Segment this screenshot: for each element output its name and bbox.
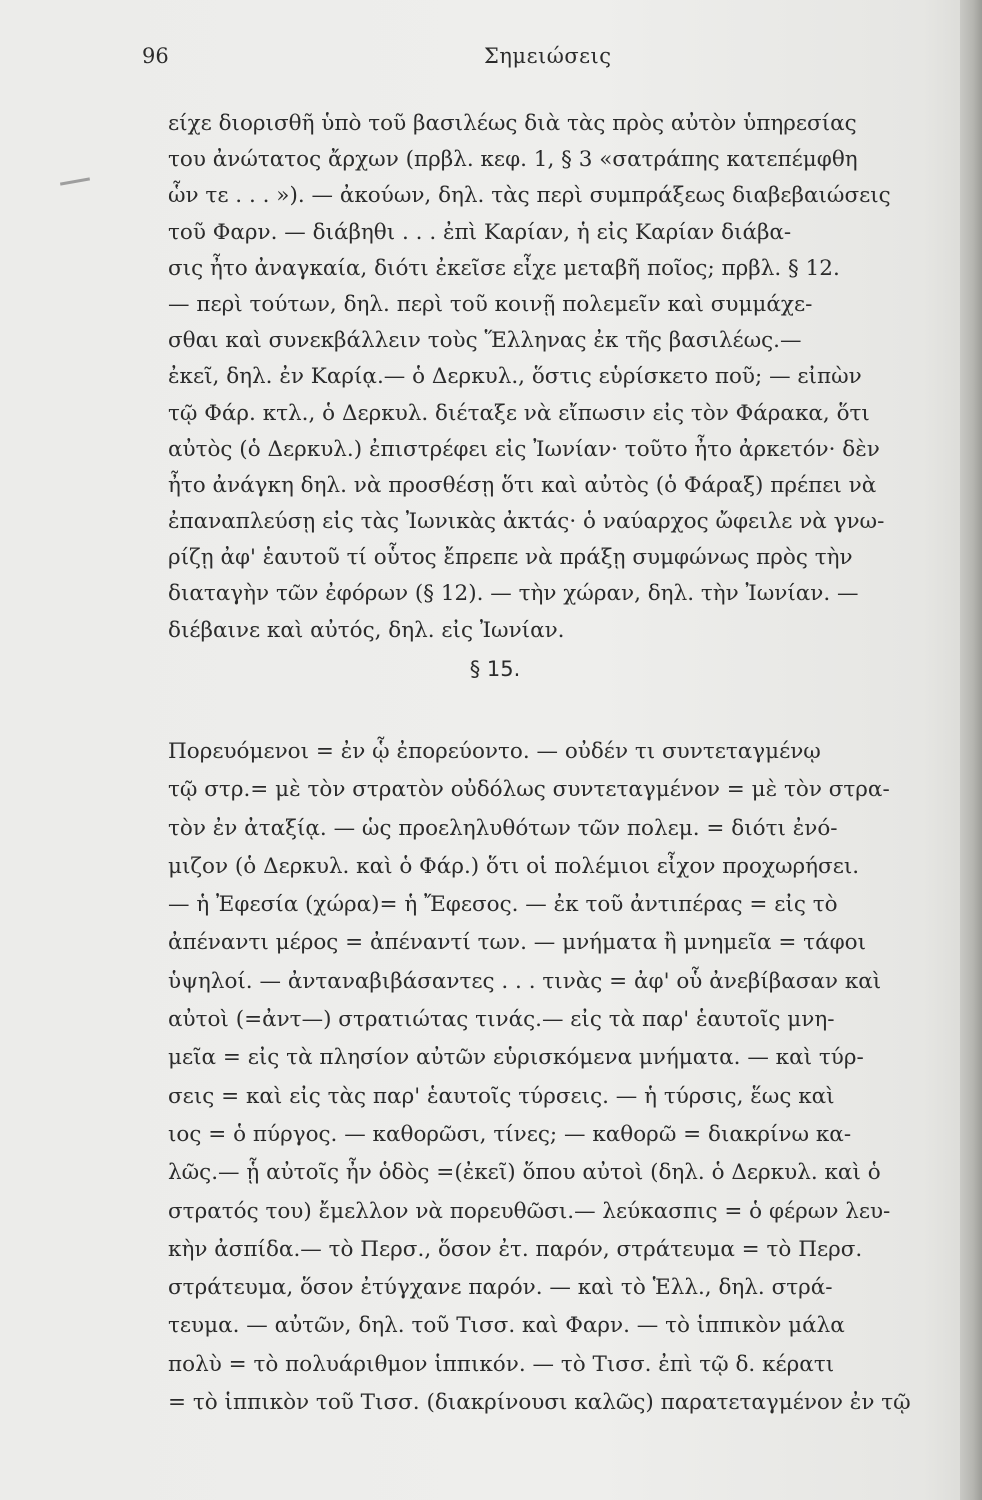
running-title: Σημειώσεις	[484, 44, 612, 68]
notes-paragraph-2	[168, 733, 958, 1422]
text-line: ἀπέναντι μέρος = ἀπέναντί των. — μνήματα ἢ μνημεῖα = τάφοι	[168, 930, 867, 956]
text-line: ὑψηλοί. — ἀνταναβιβάσαντες . . . τινὰς = ἀφ' οὗ ἀνεβίβασαν καὶ	[168, 968, 882, 994]
text-line: ἐκεῖ, δηλ. ἐν Καρίᾳ.— ὁ Δερκυλ., ὅστις εὑρίσκετο ποῦ; — εἰπὼν	[168, 364, 862, 390]
text-line: τοῦ Φαρν. — διάβηθι . . . ἐπὶ Καρίαν, ἡ εἰς Καρίαν διάβα-	[168, 219, 792, 245]
text-line: λῶς.— ᾗ αὐτοῖς ἦν ὁδὸς =(ἐκεῖ) ὅπου αὐτοὶ (δηλ. ὁ Δερκυλ. καὶ ὁ	[168, 1160, 881, 1186]
text-line: τῷ Φάρ. κτλ., ὁ Δερκυλ. διέταξε νὰ εἴπωσιν εἰς τὸν Φάρακα, ὅτι	[168, 400, 870, 426]
scan-mark	[60, 177, 90, 185]
text-line: μεῖα = εἰς τὰ πλησίον αὐτῶν εὑρισκόμενα μνήματα. — καὶ τύρ-	[168, 1045, 864, 1071]
text-line: τὸν ἐν ἀταξίᾳ. — ὡς προεληλυθότων τῶν πολεμ. = διότι ἐνό-	[168, 815, 838, 841]
text-line: σις ἦτο ἀναγκαία, διότι ἐκεῖσε εἶχε μεταβῆ ποῖος; πρβλ. § 12.	[168, 255, 840, 281]
section-heading-text: § 15.	[469, 657, 521, 681]
text-line: ὧν τε . . . »). — ἀκούων, δηλ. τὰς περὶ συμπράξεως διαβεβαιώσεις	[168, 183, 891, 209]
page-header	[0, 44, 982, 74]
text-line: σθαι καὶ συνεκβάλλειν τοὺς Ἕλληνας ἐκ τῆς βασιλέως.—	[168, 328, 802, 354]
text-line: στρατός του) ἔμελλον νὰ πορευθῶσι.— λεύκασπις = ὁ φέρων λευ-	[168, 1198, 891, 1224]
text-line: — ἡ Ἐφεσία (χώρα)= ἡ Ἔφεσος. — ἐκ τοῦ ἀντιπέρας = εἰς τὸ	[168, 892, 838, 918]
text-line: μιζον (ὁ Δερκυλ. καὶ ὁ Φάρ.) ὅτι οἱ πολέμιοι εἶχον προχωρήσει.	[168, 853, 860, 879]
notes-paragraph-1	[168, 106, 956, 649]
text-line: σεις = καὶ εἰς τὰς παρ' ἑαυτοῖς τύρσεις. — ἡ τύρσις, ἕως καὶ	[168, 1083, 835, 1109]
text-line: τευμα. — αὐτῶν, δηλ. τοῦ Τισσ. καὶ Φαρν. — τὸ ἱππικὸν μάλα	[168, 1313, 845, 1339]
text-line: αὐτὸς (ὁ Δερκυλ.) ἐπιστρέφει εἰς Ἰωνίαν· τοῦτο ἦτο ἀρκετόν· δὲν	[168, 436, 880, 462]
text-line: κὴν ἀσπίδα.— τὸ Περσ., ὅσον ἐτ. παρόν, στράτευμα = τὸ Περσ.	[168, 1236, 863, 1262]
text-line: — περὶ τούτων, δηλ. περὶ τοῦ κοινῇ πολεμεῖν καὶ συμμάχε-	[168, 291, 813, 317]
book-spine-shadow	[960, 0, 982, 1500]
text-line: τῷ στρ.= μὲ τὸν στρατὸν οὐδόλως συντεταγμένον = μὲ τὸν στρα-	[168, 777, 890, 803]
text-line: ἦτο ἀνάγκη δηλ. νὰ προσθέσῃ ὅτι καὶ αὐτὸς (ὁ Φάραξ) πρέπει νὰ	[168, 472, 877, 498]
section-heading	[0, 657, 982, 681]
text-line: ρίζῃ ἀφ' ἑαυτοῦ τί οὗτος ἔπρεπε νὰ πράξῃ συμφώνως πρὸς τὴν	[168, 545, 853, 571]
text-line: ιος = ὁ πύργος. — καθορῶσι, τίνες; — καθορῶ = διακρίνω κα-	[168, 1121, 852, 1147]
page-number: 96	[142, 44, 169, 68]
text-line: διέβαινε καὶ αὐτός, δηλ. εἰς Ἰωνίαν.	[168, 617, 565, 643]
text-line: διαταγὴν τῶν ἐφόρων (§ 12). — τὴν χώραν, δηλ. τὴν Ἰωνίαν. —	[168, 581, 859, 607]
text-line: Πορευόμενοι = ἐν ᾧ ἐπορεύοντο. — οὐδέν τι συντεταγμένῳ	[168, 739, 821, 764]
text-line: αὐτοὶ (=ἀντ—) στρατιώτας τινάς.— εἰς τὰ παρ' ἑαυτοῖς μνη-	[168, 1007, 835, 1033]
text-line: πολὺ = τὸ πολυάριθμον ἱππικόν. — τὸ Τισσ. ἐπὶ τῷ δ. κέρατι	[168, 1351, 835, 1377]
text-line: του ἀνώτατος ἄρχων (πρβλ. κεφ. 1, § 3 «σατράπης κατεπέμφθη	[168, 147, 858, 173]
text-line: στράτευμα, ὅσον ἐτύγχανε παρόν. — καὶ τὸ Ἑλλ., δηλ. στρά-	[168, 1275, 833, 1301]
text-line: ἐπαναπλεύσῃ εἰς τὰς Ἰωνικὰς ἀκτάς· ὁ ναύαρχος ὤφειλε νὰ γνω-	[168, 509, 885, 535]
text-line: = τὸ ἱππικὸν τοῦ Τισσ. (διακρίνουσι καλῶς) παρατεταγμένον ἐν τῷ	[168, 1390, 911, 1416]
text-line: είχε διορισθῆ ὑπὸ τοῦ βασιλέως διὰ τὰς πρὸς αὐτὸν ὑπηρεσίας	[168, 111, 857, 136]
